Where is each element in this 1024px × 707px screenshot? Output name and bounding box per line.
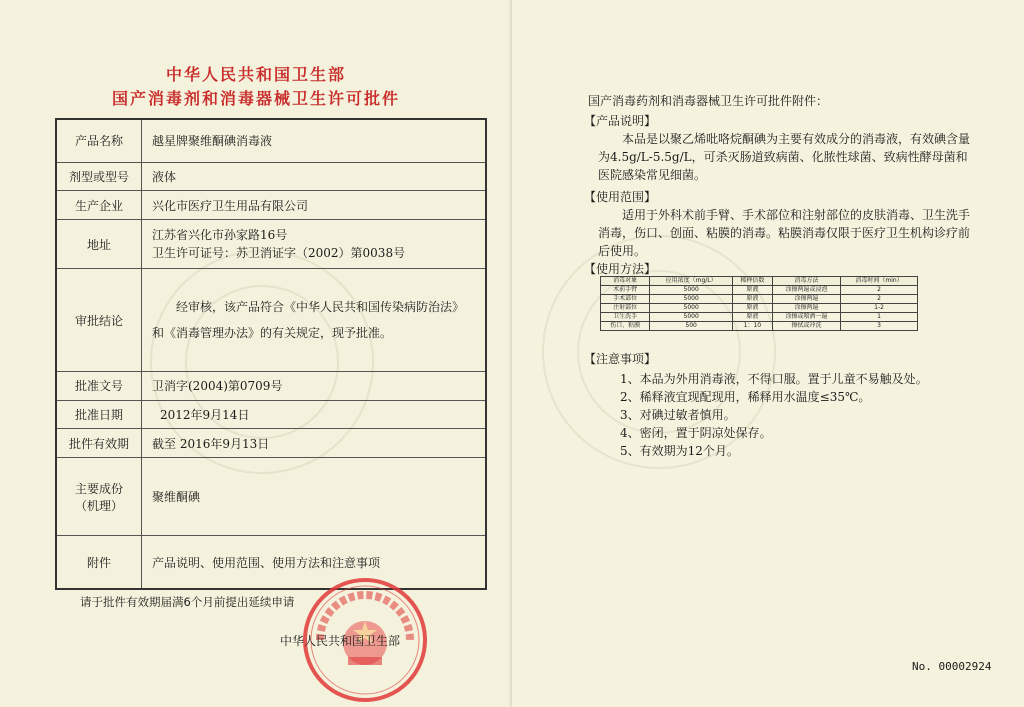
row-ingredient — [56, 458, 486, 536]
label-product-name: 产品名称 — [56, 119, 142, 162]
label-address: 地址 — [56, 220, 142, 269]
usage-header-row — [601, 277, 918, 286]
ministry-title: 中华人民共和国卫生部 — [165, 65, 346, 84]
renewal-note: 请于批件有效期届满6个月前提出延续申请 — [80, 595, 295, 609]
value-manufacturer: 兴化市医疗卫生用品有限公司 — [142, 191, 487, 220]
usage-cell: 500 — [650, 322, 733, 331]
approval-form-table — [55, 118, 487, 590]
usage-cell: 原液 — [733, 313, 773, 322]
usage-table — [600, 276, 918, 331]
value-form: 液体 — [142, 162, 487, 191]
value-conclusion: 经审核，该产品符合《中华人民共和国传染病防治法》和《消毒管理办法》的有关规定，现予批准。 — [142, 269, 487, 372]
usage-col-header: 稀释倍数 — [733, 277, 773, 286]
table-row — [601, 286, 918, 295]
row-validity — [56, 429, 486, 458]
label-conclusion: 审批结论 — [56, 269, 142, 372]
value-ingredient: 聚维酮碘 — [142, 458, 487, 536]
attachment-title: 国产消毒药剂和消毒器械卫生许可批件附件： — [588, 94, 829, 108]
license-number: 卫生许可证号：苏卫消证字（2002）第0038号 — [152, 246, 406, 261]
value-approval-date: 2012年9月14日 — [142, 400, 487, 429]
heading-scope: 【使用范围】 — [584, 190, 657, 204]
usage-cell: 2 — [841, 286, 918, 295]
label-ingredient-line2: （机理） — [74, 498, 123, 513]
usage-cell: 伤口、粘膜 — [601, 322, 650, 331]
label-ingredient-line1: 主要成份 — [74, 481, 123, 496]
table-row — [601, 295, 918, 304]
row-address — [56, 220, 486, 269]
usage-cell: 涂擦或喷洒一遍 — [772, 313, 840, 322]
serial-number: No. 00002924 — [912, 660, 992, 673]
usage-cell: 擦拭或冲洗 — [772, 322, 840, 331]
usage-cell: 5000 — [650, 304, 733, 313]
heading-usage: 【使用方法】 — [584, 262, 657, 276]
usage-cell: 5000 — [650, 286, 733, 295]
heading-product-desc: 【产品说明】 — [584, 114, 657, 128]
value-product-name: 越星牌聚维酮碘消毒液 — [142, 119, 487, 162]
list-item: 4、密闭，置于阴凉处保存。 — [620, 426, 772, 440]
text-scope: 适用于外科术前手臂、手术部位和注射部位的皮肤消毒、卫生洗手消毒，伤口、创面、粘膜的消毒。粘膜消毒仅限于医疗卫生机构诊疗前后使用。 — [598, 208, 971, 258]
usage-cell: 1 — [841, 313, 918, 322]
row-conclusion — [56, 269, 486, 372]
label-approval-no: 批准文号 — [56, 371, 142, 400]
table-row — [601, 313, 918, 322]
usage-cell: 5000 — [650, 295, 733, 304]
list-item: 1、本品为外用消毒液，不得口服。置于儿童不易触及处。 — [620, 372, 928, 386]
value-validity: 截至 2016年9月13日 — [142, 429, 487, 458]
usage-cell: 3 — [841, 322, 918, 331]
row-product-name — [56, 119, 486, 162]
list-item: 2、稀释液宜现配现用，稀释用水温度≤35℃。 — [620, 390, 871, 404]
row-manufacturer — [56, 191, 486, 220]
label-form: 剂型或型号 — [56, 162, 142, 191]
notes-list — [620, 370, 980, 460]
label-approval-date: 批准日期 — [56, 400, 142, 429]
usage-cell: 术前手臂 — [601, 286, 650, 295]
usage-cell: 2 — [841, 295, 918, 304]
usage-cell: 5000 — [650, 313, 733, 322]
label-validity: 批件有效期 — [56, 429, 142, 458]
usage-cell: 原液 — [733, 295, 773, 304]
usage-cell: 手术部位 — [601, 295, 650, 304]
value-address — [142, 220, 487, 269]
list-item: 3、对碘过敏者慎用。 — [620, 408, 736, 422]
usage-col-header: 消毒时间（min） — [841, 277, 918, 286]
row-approval-no — [56, 371, 486, 400]
usage-col-header: 应用浓度（mg/L） — [650, 277, 733, 286]
usage-cell: 卫生洗手 — [601, 313, 650, 322]
table-row — [601, 322, 918, 331]
usage-cell: 涂擦两遍 — [772, 295, 840, 304]
issuing-authority: 中华人民共和国卫生部 — [280, 634, 401, 648]
table-row — [601, 304, 918, 313]
text-product-desc: 本品是以聚乙烯吡咯烷酮碘为主要有效成分的消毒液，有效碘含量为4.5g/L-5.5g/L，可杀灭肠道致病菌、化脓性球菌、致病性酵母菌和医院感染常见细菌。 — [598, 132, 971, 182]
usage-col-header: 消毒方法 — [772, 277, 840, 286]
usage-cell: 原液 — [733, 304, 773, 313]
usage-cell: 1-2 — [841, 304, 918, 313]
label-ingredient — [56, 458, 142, 536]
row-form — [56, 162, 486, 191]
label-manufacturer: 生产企业 — [56, 191, 142, 220]
usage-cell: 注射部位 — [601, 304, 650, 313]
usage-cell: 涂擦两遍或浸泡 — [772, 286, 840, 295]
heading-notes: 【注意事项】 — [584, 352, 657, 366]
address-line: 江苏省兴化市孙家路16号 — [152, 228, 288, 243]
usage-cell: 原液 — [733, 286, 773, 295]
value-attachment: 产品说明、使用范围、使用方法和注意事项 — [142, 536, 487, 589]
document-title: 国产消毒剂和消毒器械卫生许可批件 — [111, 89, 400, 108]
usage-col-header: 消毒对象 — [601, 277, 650, 286]
value-approval-no: 卫消字(2004)第0709号 — [142, 371, 487, 400]
usage-cell: 涂擦两遍 — [772, 304, 840, 313]
usage-cell: 1：10 — [733, 322, 773, 331]
label-attachment: 附件 — [56, 536, 142, 589]
right-page — [512, 0, 1024, 707]
list-item: 5、有效期为12个月。 — [620, 444, 739, 458]
row-approval-date — [56, 400, 486, 429]
